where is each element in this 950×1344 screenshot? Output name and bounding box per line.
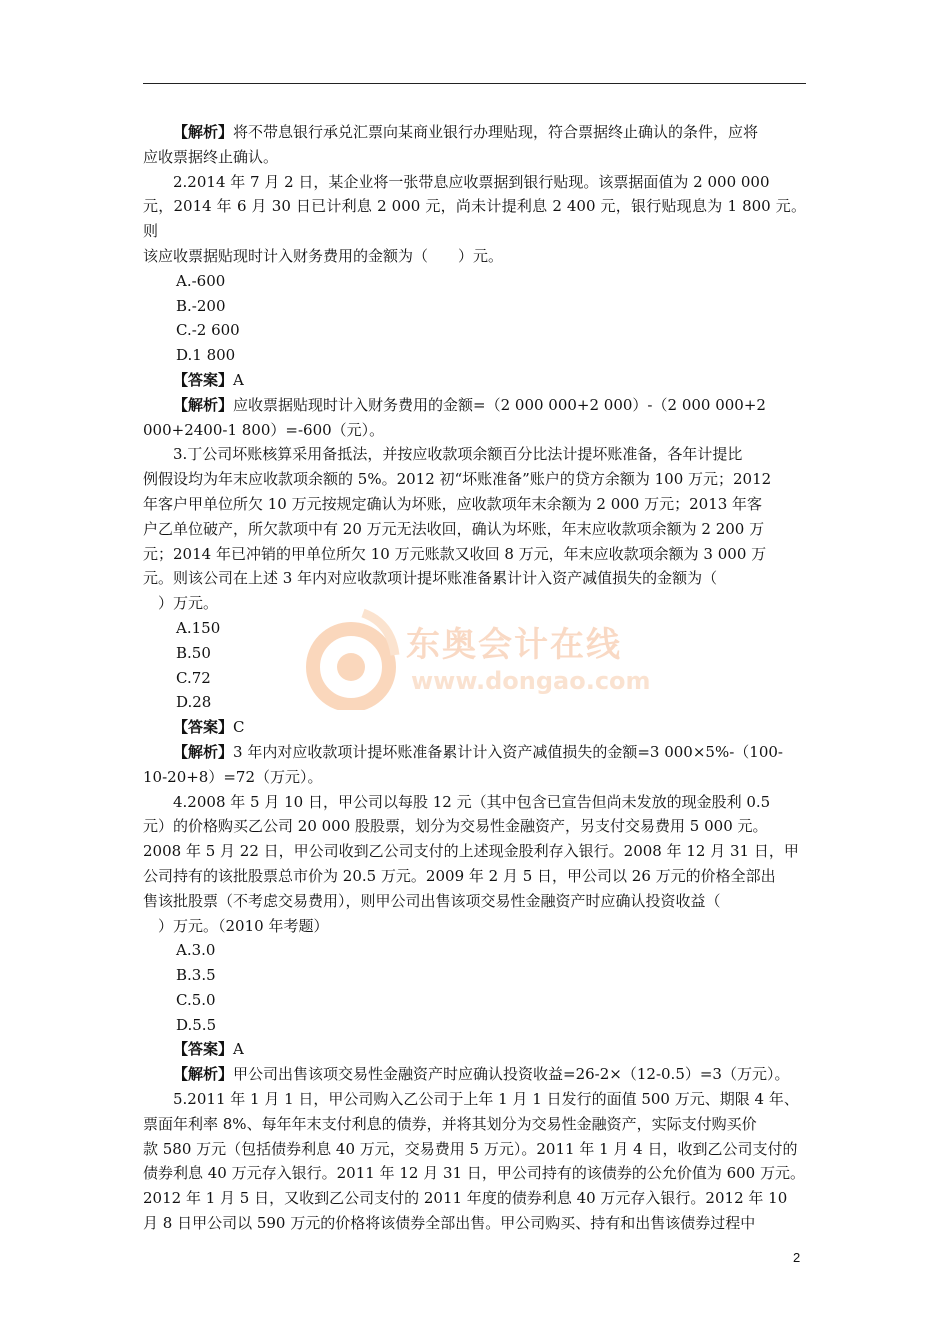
- text-line: [143, 1211, 806, 1236]
- text-line: [143, 1161, 806, 1186]
- line-text: 应收票据贴现时计入财务费用的金额=（2 000 000+2 000）-（2 000 000+2: [233, 395, 766, 414]
- line-text: A.-600: [176, 271, 226, 290]
- line-text: 将不带息银行承兑汇票向某商业银行办理贴现，符合票据终止确认的条件，应将: [233, 123, 759, 141]
- section-label: 【答案】: [173, 718, 234, 737]
- line-text: 2012 年 1 月 5 日，又收到乙公司支付的 2011 年度的债券利息 40 万元存入银行。2012 年 10: [143, 1189, 788, 1208]
- line-text: 3.丁公司坏账核算采用备抵法，并按应收款项余额百分比法计提坏账准备，各年计提比: [173, 445, 743, 464]
- text-line: [143, 591, 806, 616]
- line-text: ）万元。: [143, 594, 219, 613]
- line-text: C.5.0: [176, 990, 216, 1009]
- line-text: 000+2400-1 800）=-600（元）。: [143, 420, 385, 439]
- text-line: [143, 963, 806, 988]
- text-line: [143, 194, 806, 244]
- header-rule: [143, 83, 806, 84]
- section-label: 【答案】: [173, 1040, 234, 1059]
- text-line: [143, 269, 806, 294]
- text-line: [143, 343, 806, 368]
- text-line: [143, 839, 806, 864]
- text-line: [143, 790, 806, 815]
- document-body: [143, 120, 806, 1236]
- watermark-brand: 东奥会计在线: [406, 625, 622, 665]
- text-line: [143, 120, 806, 145]
- text-line: [143, 1037, 806, 1062]
- section-label: 【答案】: [173, 370, 234, 389]
- line-text: 该应收票据贴现时计入财务费用的金额为（ ）元。: [143, 246, 504, 265]
- text-line: [143, 1137, 806, 1162]
- text-line: [143, 1087, 806, 1112]
- text-line: [143, 566, 806, 591]
- line-text: 3 年内对应收款项计提坏账准备累计计入资产减值损失的金额=3 000×5%-（100-: [233, 742, 783, 761]
- line-text: D.5.5: [176, 1015, 217, 1034]
- text-line: [143, 517, 806, 542]
- section-label: 【解析】: [173, 742, 234, 761]
- text-line: [143, 864, 806, 889]
- text-line: [143, 368, 806, 393]
- line-text: 2.2014 年 7 月 2 日，某企业将一张带息应收票据到银行贴现。该票据面值为 2 000 000: [173, 172, 770, 191]
- line-text: C: [233, 718, 245, 737]
- line-text: A.150: [176, 618, 221, 637]
- text-line: [143, 715, 806, 740]
- line-text: A: [233, 1040, 244, 1059]
- line-text: 2008 年 5 月 22 日，甲公司收到乙公司支付的上述现金股利存入银行。2008 年 12 月 31 日，甲: [143, 842, 799, 861]
- line-text: 公司持有的该批股票总市价为 20.5 万元。2009 年 2 月 5 日，甲公司以 26 万元的价格全部出: [143, 866, 776, 885]
- text-line: [143, 492, 806, 517]
- section-label: 【解析】: [173, 123, 234, 141]
- page-number: 2: [793, 1250, 801, 1265]
- line-text: A.3.0: [176, 941, 216, 960]
- line-text: A: [233, 370, 244, 389]
- text-line: [143, 467, 806, 492]
- text-line: [143, 666, 806, 691]
- text-line: [143, 938, 806, 963]
- line-text: 票面年利率 8%、每年年末支付利息的债券，并将其划分为交易性金融资产，实际支付购买价: [143, 1114, 757, 1133]
- text-line: [143, 889, 806, 914]
- text-line: [143, 616, 806, 641]
- line-text: 例假设均为年末应收款项余额的 5%。2012 初“坏账准备”账户的贷方余额为 100 万元；2012: [143, 470, 772, 489]
- line-text: 10-20+8）=72（万元）。: [143, 767, 323, 786]
- line-text: 甲公司出售该项交易性金融资产时应确认投资收益=26-2×（12-0.5）=3（万元）。: [233, 1065, 790, 1084]
- text-line: [143, 393, 806, 418]
- text-line: [143, 1112, 806, 1137]
- watermark-url: www.dongao.com: [411, 667, 651, 695]
- line-text: 售该批股票（不考虑交易费用），则甲公司出售该项交易性金融资产时应确认投资收益（: [143, 891, 721, 910]
- line-text: 应收票据终止确认。: [143, 147, 279, 166]
- line-text: C.-2 600: [176, 321, 240, 340]
- line-text: 元。则该公司在上述 3 年内对应收款项计提坏账准备累计计入资产减值损失的金额为（: [143, 569, 718, 588]
- text-line: [143, 170, 806, 195]
- line-text: B.3.5: [176, 966, 216, 985]
- line-text: ）万元。（2010 年考题）: [143, 916, 329, 935]
- text-line: [143, 641, 806, 666]
- line-text: 元，2014 年 6 月 30 日已计利息 2 000 元，尚未计提利息 2 400 元，银行贴现息为 1 800 元。则: [143, 197, 806, 241]
- text-line: [143, 294, 806, 319]
- line-text: C.72: [176, 668, 211, 687]
- section-label: 【解析】: [173, 1065, 234, 1084]
- text-line: [143, 318, 806, 343]
- line-text: B.-200: [176, 296, 226, 315]
- text-line: [143, 1062, 806, 1087]
- line-text: B.50: [176, 643, 211, 662]
- text-line: [143, 145, 806, 170]
- line-text: D.28: [176, 693, 212, 712]
- text-line: [143, 542, 806, 567]
- line-text: 债券利息 40 万元存入银行。2011 年 12 月 31 日，甲公司持有的该债券的公允价值为 600 万元。: [143, 1164, 805, 1183]
- line-text: 款 580 万元（包括债券利息 40 万元，交易费用 5 万元）。2011 年 1 月 4 日，收到乙公司支付的: [143, 1139, 798, 1158]
- line-text: D.1 800: [176, 346, 236, 365]
- line-text: 元）的价格购买乙公司 20 000 股股票，划分为交易性金融资产，另支付交易费用 5 000 元。: [143, 817, 768, 836]
- text-line: [143, 914, 806, 939]
- text-line: [143, 1013, 806, 1038]
- line-text: 元；2014 年已冲销的甲单位所欠 10 万元账款又收回 8 万元，年末应收款项余额为 3 000 万: [143, 544, 767, 563]
- text-line: [143, 1186, 806, 1211]
- text-line: [143, 418, 806, 443]
- section-label: 【解析】: [173, 395, 234, 414]
- line-text: 户乙单位破产，所欠款项中有 20 万元无法收回，确认为坏账，年末应收款项余额为 2 200 万: [143, 519, 765, 538]
- text-line: [143, 690, 806, 715]
- line-text: 5.2011 年 1 月 1 日，甲公司购入乙公司于上年 1 月 1 日发行的面值 500 万元、期限 4 年、: [173, 1090, 799, 1109]
- line-text: 月 8 日甲公司以 590 万元的价格将该债券全部出售。甲公司购买、持有和出售该债券过程中: [143, 1214, 756, 1233]
- text-line: [143, 740, 806, 765]
- text-line: [143, 442, 806, 467]
- text-line: [143, 988, 806, 1013]
- line-text: 年客户甲单位所欠 10 万元按规定确认为坏账，应收款项年末余额为 2 000 万元；2013 年客: [143, 494, 763, 513]
- text-line: [143, 814, 806, 839]
- text-line: [143, 244, 806, 269]
- line-text: 4.2008 年 5 月 10 日，甲公司以每股 12 元（其中包含已宣告但尚未发放的现金股利 0.5: [173, 792, 771, 811]
- text-line: [143, 765, 806, 790]
